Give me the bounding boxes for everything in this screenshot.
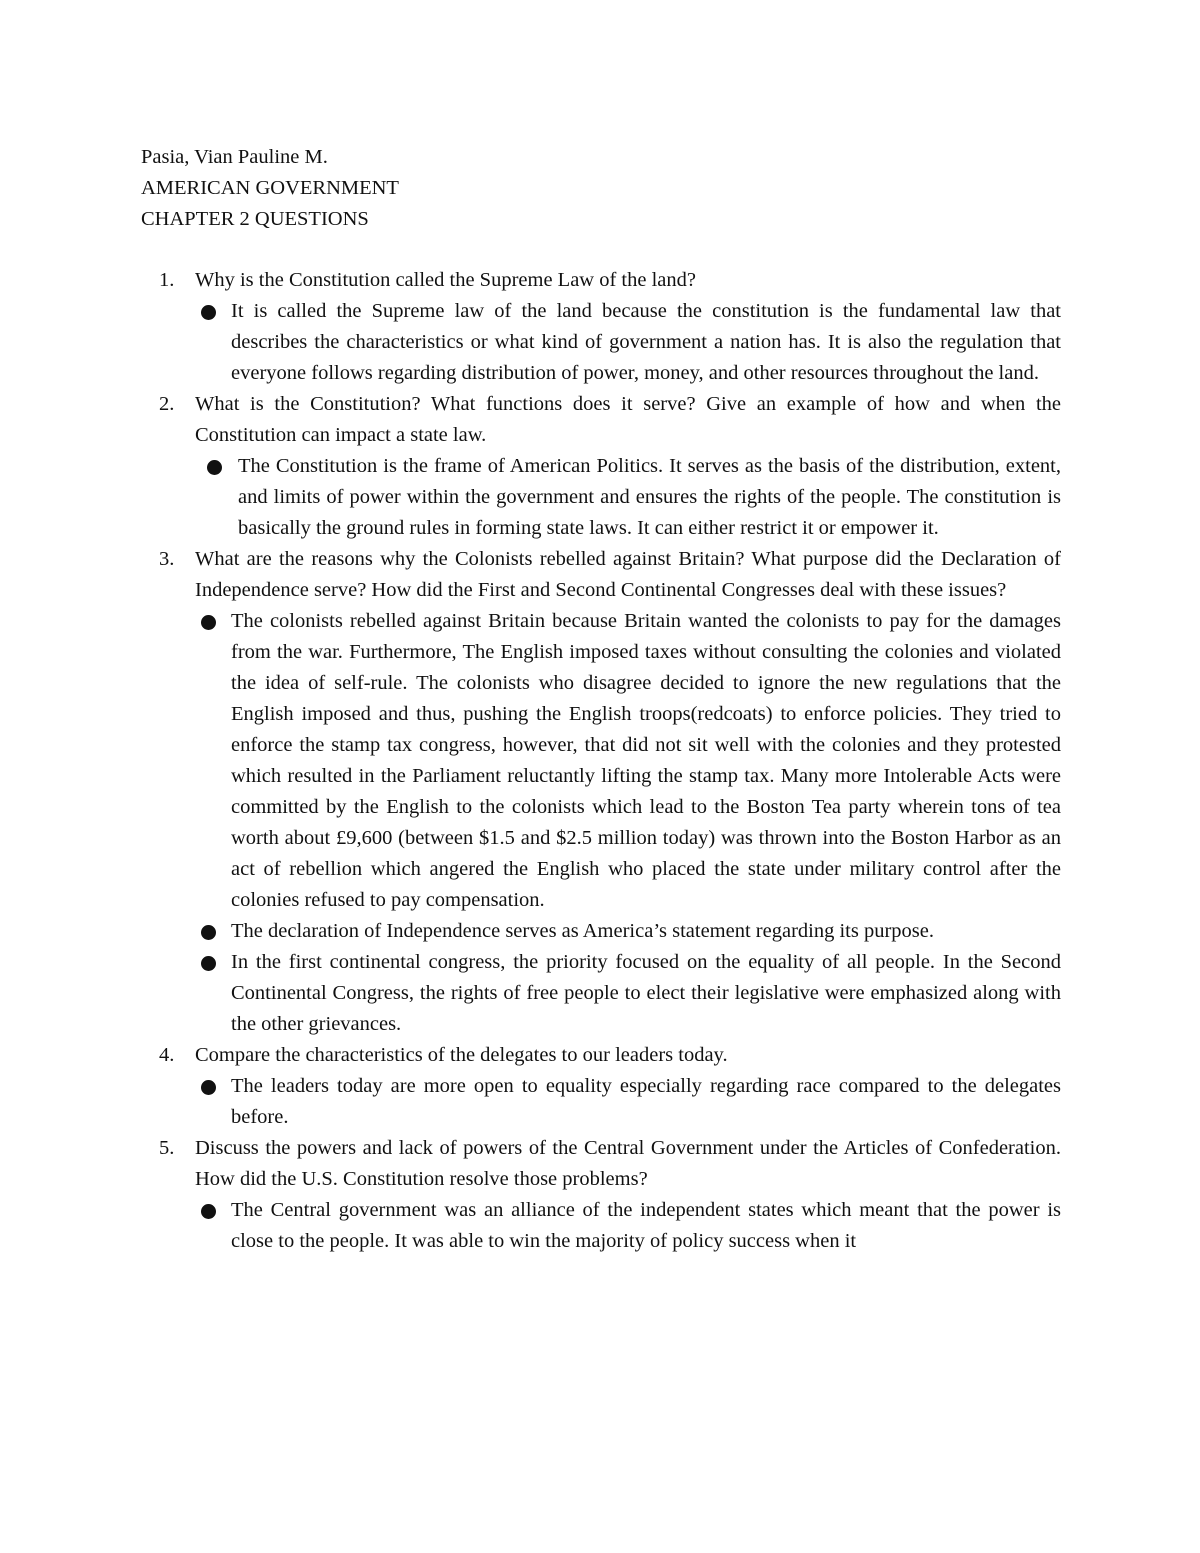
- bullet-icon: [207, 460, 222, 475]
- answer-item: [195, 451, 1061, 544]
- answer-list: [195, 606, 1061, 1040]
- answer-text: It is called the Supreme law of the land because the constitution is the fundamental law that describes the characteristics or what kind of government a nation has. It is also the regulation that everyone follows regarding distribution of power, money, and other resources throughout the land.: [231, 300, 1061, 384]
- answer-list: [195, 296, 1061, 389]
- answer-text: In the first continental congress, the priority focused on the equality of all people. In the Second Continental Congress, the rights of free people to elect their legislative were emphasized along with the other grievances.: [231, 951, 1061, 1035]
- bullet-icon: [201, 615, 216, 630]
- question-text: Why is the Constitution called the Supreme Law of the land?: [195, 269, 696, 291]
- question-list: [141, 265, 1061, 1257]
- question-4: [141, 1040, 1061, 1133]
- bullet-icon: [201, 925, 216, 940]
- answer-text: The declaration of Independence serves as America’s statement regarding its purpose.: [231, 920, 934, 942]
- answer-list: [195, 451, 1061, 544]
- assignment-title: CHAPTER 2 QUESTIONS: [141, 208, 369, 230]
- answer-item: [195, 296, 1061, 389]
- student-name: Pasia, Vian Pauline M.: [141, 146, 328, 168]
- bullet-icon: [201, 1204, 216, 1219]
- question-2: [141, 389, 1061, 544]
- question-number: 3.: [159, 548, 175, 570]
- course-title: AMERICAN GOVERNMENT: [141, 177, 399, 199]
- answer-item: [195, 1195, 1061, 1257]
- bullet-icon: [201, 1080, 216, 1095]
- answer-list: [195, 1195, 1061, 1257]
- question-5: [141, 1133, 1061, 1257]
- answer-item: [195, 606, 1061, 916]
- answer-text: The Central government was an alliance of the independent states which meant that the power is close to the people. It was able to win the majority of policy success when it: [231, 1199, 1061, 1252]
- question-number: 5.: [159, 1137, 175, 1159]
- question-text: What is the Constitution? What functions does it serve? Give an example of how and when the Constitution can impact a state law.: [195, 393, 1061, 446]
- answer-text: The Constitution is the frame of American Politics. It serves as the basis of the distribution, extent, and limits of power within the government and ensures the rights of the people. The constitution is basically the ground rules in forming state laws. It can either restrict it or empower it.: [238, 455, 1061, 539]
- question-text: What are the reasons why the Colonists rebelled against Britain? What purpose did the Declaration of Independence serve? How did the First and Second Continental Congresses deal with these issues?: [195, 548, 1061, 601]
- answer-text: The colonists rebelled against Britain because Britain wanted the colonists to pay for the damages from the war. Furthermore, The English imposed taxes without consulting the colonies and violated the idea of self-rule. The colonists who disagree decided to ignore the new regulations that the English imposed and thus, pushing the English troops(redcoats) to enforce policies. They tried to enforce the stamp tax congress, however, that did not sit well with the colonies and they protested which resulted in the Parliament reluctantly lifting the stamp tax. Many more Intolerable Acts were committed by the English to the colonists which lead to the Boston Tea party wherein tons of tea worth about £9,600 (between $1.5 and $2.5 million today) was thrown into the Boston Harbor as an act of rebellion which angered the English who placed the state under military control after the colonies refused to pay compensation.: [231, 610, 1061, 911]
- question-number: 2.: [159, 393, 175, 415]
- answer-text: The leaders today are more open to equality especially regarding race compared to the delegates before.: [231, 1075, 1061, 1128]
- document-header: [141, 142, 1061, 235]
- question-1: [141, 265, 1061, 389]
- question-number: 1.: [159, 269, 175, 291]
- bullet-icon: [201, 956, 216, 971]
- answer-item: [195, 916, 1061, 947]
- question-number: 4.: [159, 1044, 175, 1066]
- question-text: Compare the characteristics of the delegates to our leaders today.: [195, 1044, 728, 1066]
- answer-item: [195, 1071, 1061, 1133]
- answer-item: [195, 947, 1061, 1040]
- bullet-icon: [201, 305, 216, 320]
- question-text: Discuss the powers and lack of powers of the Central Government under the Articles of Confederation. How did the U.S. Constitution resolve those problems?: [195, 1137, 1061, 1190]
- question-3: [141, 544, 1061, 1040]
- answer-list: [195, 1071, 1061, 1133]
